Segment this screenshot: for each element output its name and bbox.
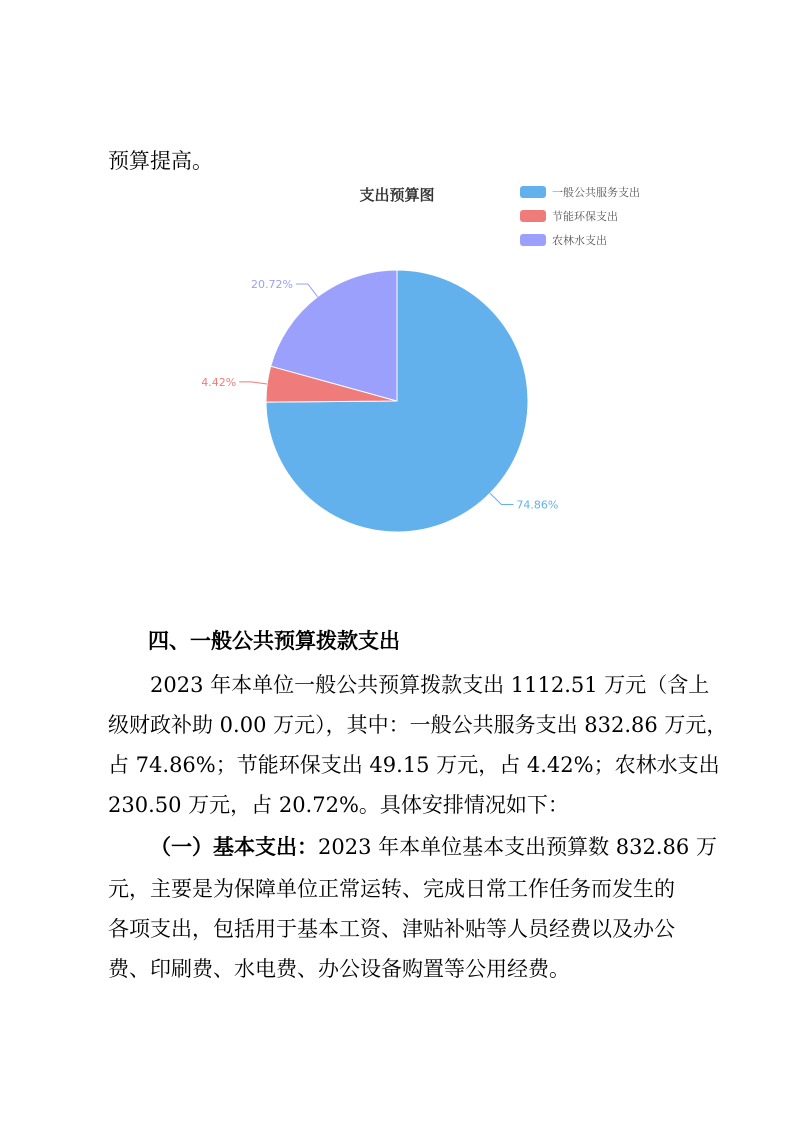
pie-label-2: 20.72%	[250, 278, 293, 292]
legend-swatch-1	[520, 210, 546, 222]
pie-chart	[190, 176, 670, 556]
paragraph1-line-4: 230.50 万元，占 20.72%。具体安排情况如下：	[108, 793, 569, 817]
pie-label-0: 74.86%	[516, 498, 559, 512]
pie-label-line-2	[296, 284, 318, 297]
paragraph2-lead: （一）基本支出：	[150, 835, 318, 859]
paragraph1-line-2: 级财政补助 0.00 万元），其中：一般公共服务支出 832.86 万元，	[108, 713, 728, 737]
paragraph1-line-1: 2023 年本单位一般公共预算拨款支出 1112.51 万元（含上	[150, 673, 710, 697]
paragraph2-line-1	[150, 834, 732, 860]
section-heading: 四、一般公共预算拨款支出	[148, 629, 400, 653]
legend-label-2: 农林水支出	[552, 234, 607, 247]
legend-swatch-0	[520, 186, 546, 198]
legend-label-1: 节能环保支出	[552, 210, 618, 223]
pie-label-1: 4.42%	[201, 375, 237, 389]
paragraph2-line-3: 各项支出，包括用于基本工资、津贴补贴等人员经费以及办公	[108, 917, 675, 941]
paragraph2-line-1-text: 2023 年本单位基本支出预算数 832.86 万	[318, 835, 717, 859]
chart-title: 支出预算图	[359, 186, 435, 204]
pie-label-line-1	[239, 382, 267, 384]
paragraph2-line-4: 费、印刷费、水电费、办公设备购置等公用经费。	[108, 957, 570, 981]
paragraph1-line-3: 占 74.86%；节能环保支出 49.15 万元，占 4.42%；农林水支出	[108, 753, 720, 777]
paragraph2-line-2: 元，主要是为保障单位正常运转、完成日常工作任务而发生的	[108, 877, 675, 901]
pie-label-line-0	[490, 493, 513, 504]
legend-swatch-2	[520, 234, 546, 246]
legend-label-0: 一般公共服务支出	[552, 186, 640, 199]
intro-text: 预算提高。	[108, 149, 213, 173]
